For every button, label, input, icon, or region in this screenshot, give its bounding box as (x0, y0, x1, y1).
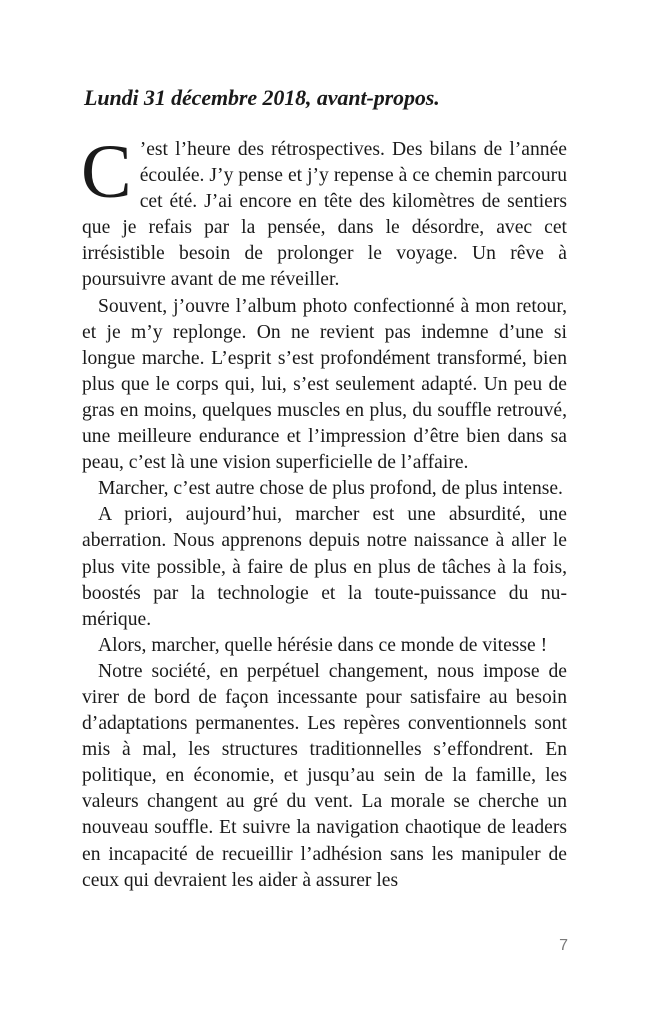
paragraph-4: A priori, aujourd’hui, marcher est une absurdité, une aberration. Nous apprenons depuis notre naissance à aller le plus vite possible, à faire de plus en plus de tâches à la fois, boostés par la technologie et la toute-puissance du numérique. (82, 504, 567, 630)
paragraph-1-text: ’est l’heure des rétrospectives. Des bilans de l’année écoulée. J’y pense et j’y repense à ce chemin parcouru cet été. J’ai encore en tête des kilomètres de sentiers que je refais par la pensée, dans le désordre, avec cet irrésistible besoin de prolonger le voyage. Un rêve à poursuivre avant de me réveiller. (82, 139, 567, 291)
paragraph-1 (81, 130, 567, 294)
body-text (81, 130, 567, 894)
chapter-heading: Lundi 31 décembre 2018, avant-propos. (84, 85, 440, 110)
paragraph-5: Alors, marcher, quelle hérésie dans ce monde de vitesse ! (98, 634, 548, 656)
drop-cap: C (81, 130, 132, 214)
paragraph-3: Marcher, c’est autre chose de plus profond, de plus intense. (98, 478, 563, 500)
paragraph-6: Notre société, en perpétuel changement, nous impose de virer de bord de façon incessante pour satisfaire au besoin d’adaptations permanentes. Les repères conventionnels sont mis à mal, les structures traditionnelles s’effondrent. En politique, en économie, et jusqu’au sein de la famille, les valeurs changent au gré du vent. La morale se cherche un nouveau souffle. Et suivre la navigation chaotique de leaders en incapacité de recueillir l’adhésion sans les manipuler de ceux qui devraient les aider à assurer les (82, 660, 567, 891)
page-number: 7 (559, 937, 568, 954)
paragraph-2: Souvent, j’ouvre l’album photo confectionné à mon retour, et je m’y replonge. On ne revient pas indemne d’une si longue marche. L’esprit s’est profondément transformé, bien plus que le corps qui, lui, s’est seulement adapté. Un peu de gras en moins, quelques muscles en plus, du souffle retrouvé, une meilleure endurance et l’impression d’être bien dans sa peau, c’est là une vision superficielle de l’affaire. (82, 295, 567, 474)
